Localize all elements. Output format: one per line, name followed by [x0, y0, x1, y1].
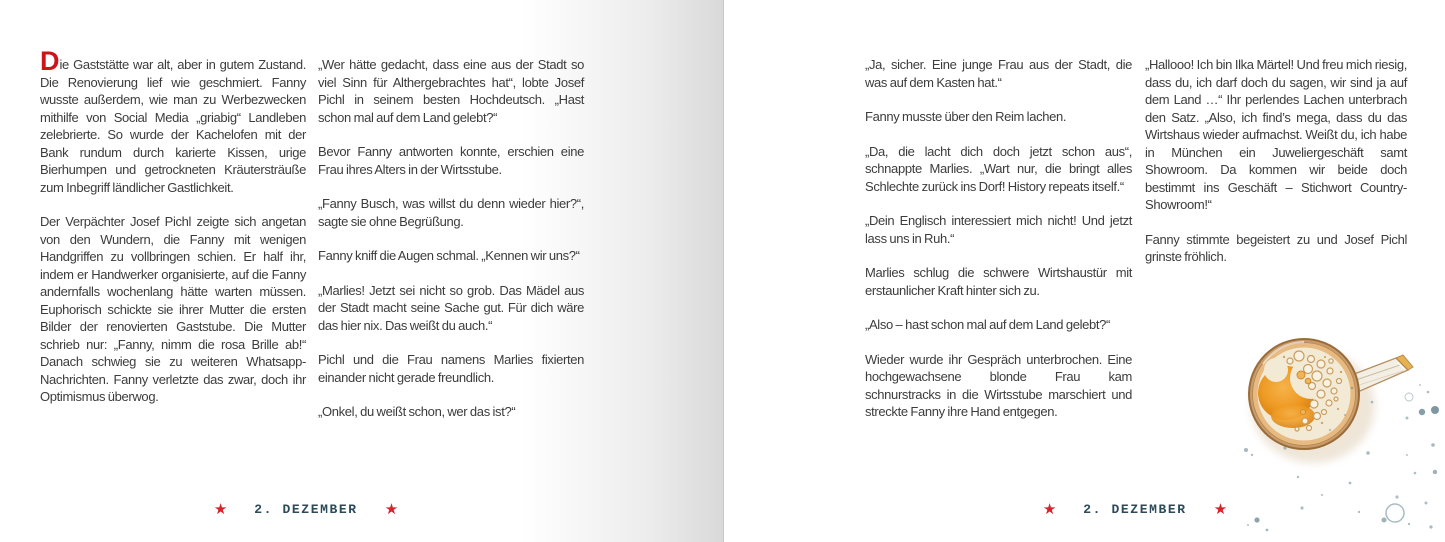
paragraph: Wieder wurde ihr Gespräch unterbrochen. Eine hochgewachsene blonde Frau kam schnurstracks in die Wirtsstube marschiert und streckte Fanny ihre Hand entgegen.	[865, 351, 1132, 419]
paragraph: „Marlies! Jetzt sei nicht so grob. Das Mädel aus der Stadt macht seine Sache gut. Für dich wäre das hier nix. Das weißt du auch.“	[318, 282, 584, 333]
mug-body	[1249, 339, 1359, 449]
paragraph: Fanny musste über den Reim lachen.	[865, 109, 1067, 124]
text-column-3	[865, 56, 1132, 421]
paragraph: „Ja, sicher. Eine junge Frau aus der Stadt, die was auf dem Kasten hat.“	[865, 57, 1132, 90]
drop-cap-initial: D	[40, 46, 60, 76]
footer-date-label: 2. DEZEMBER	[254, 501, 358, 517]
paragraph: Pichl und die Frau namens Marlies fixierten einander nicht gerade freundlich.	[318, 352, 584, 385]
footer-date-label: 2. DEZEMBER	[1083, 501, 1187, 517]
paragraph: Fanny stimmte begeistert zu und Josef Pichl grinste fröhlich.	[1145, 231, 1407, 264]
page-footer-left	[40, 499, 572, 519]
paragraph: „Wer hätte gedacht, dass eine aus der Stadt so viel Sinn für Althergebrachtes hat“, lobte Josef Pichl in seinem besten Hochdeutsch. „Hast schon mal auf dem Land gelebt?“	[318, 57, 584, 125]
paragraph: „Also – hast schon mal auf dem Land gelebt?“	[865, 317, 1111, 332]
paragraph: „Fanny Busch, was willst du denn wieder hier?“, sagte sie ohne Begrüßung.	[318, 196, 584, 229]
text-column-2	[318, 56, 584, 421]
star-icon: ★	[1042, 500, 1057, 518]
text-column-4	[1145, 56, 1407, 266]
paragraph: „Hallooo! Ich bin Ilka Märtel! Und freu mich riesig, dass du, ich darf doch du sagen, wir sind ja auf dem Land …“ Ihr perlendes Lachen unterbrach den Satz. „Also, ich find’s mega, dass du das Wirtshaus wieder aufmachst. Weißt du, ich habe in München ein Juweliergeschäft samt Showroom. Da kommen wir beide doch bestimmt ins Geschäft – Stichwort Country-Showroom!“	[1145, 57, 1407, 212]
paragraph-text: ie Gaststätte war alt, aber in gutem Zustand. Die Renovierung lief wie geschmiert. Fanny wusste außerdem, wie man zu Werbezwecken mithilfe von Social Media „griabig“ Landleben zelebrierte. So wurde der Kachelofen mit der Bank rundum durch karierte Kissen, urige Bierhumpen und getrockneten Kräutersträuße zum Inbegriff ländlicher Gastlichkeit.	[40, 57, 306, 195]
paragraph: Fanny kniff die Augen schmal. „Kennen wir uns?“	[318, 248, 580, 263]
paragraph: „Da, die lacht dich doch jetzt schon aus“, schnappte Marlies. „Wart nur, die bringt alles Schlechte zurück ins Dorf! History repeats itself.“	[865, 143, 1132, 194]
text-column-1	[40, 46, 306, 406]
paragraph: „Onkel, du weißt schon, wer das ist?“	[318, 404, 516, 419]
beer-mug-illustration	[1213, 328, 1445, 540]
paragraph: Marlies schlug die schwere Wirtshaustür mit erstaunlicher Kraft hinter sich zu.	[865, 265, 1132, 298]
paragraph: Der Verpächter Josef Pichl zeigte sich angetan von den Wundern, die Fanny mit wenigen Handgriffen zu vollbringen schien. Er half ihr, indem er Handwerker organisierte, auf die Fanny andernfalls wochenlang hätte warten müssen. Euphorisch schickte sie ihrer Mutter die ersten Bilder der renovierten Gaststube. Die Mutter schrieb nur: „Fanny, nimm die rosa Brille ab!“ Danach schwieg sie zu weiteren Whatsapp-Nachrichten. Fanny verletzte das zwar, doch ihr Optimismus überwog.	[40, 214, 306, 404]
paragraph	[40, 46, 306, 196]
star-icon: ★	[1213, 500, 1228, 518]
star-icon: ★	[213, 500, 228, 518]
paragraph: „Dein Englisch interessiert mich nicht! Und jetzt lass uns in Ruh.“	[865, 213, 1132, 246]
star-icon: ★	[384, 500, 399, 518]
paragraph: Bevor Fanny antworten konnte, erschien eine Frau ihres Alters in der Wirtsstube.	[318, 144, 584, 177]
